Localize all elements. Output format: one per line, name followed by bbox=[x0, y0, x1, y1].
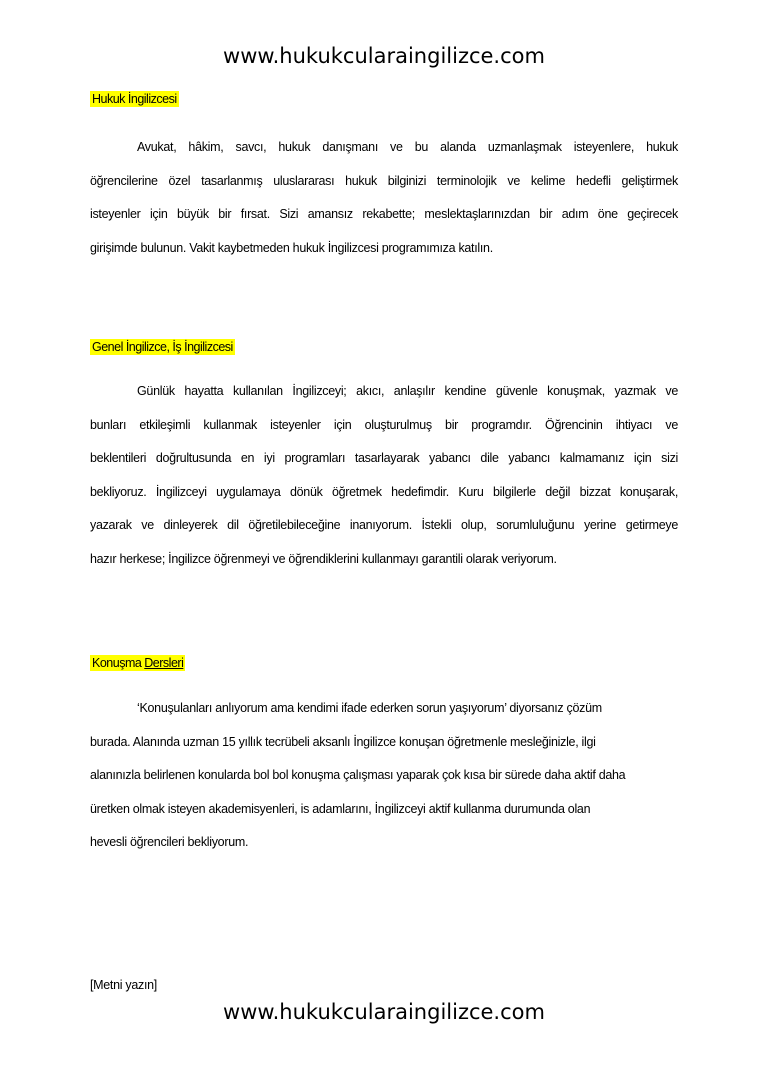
section-title-hukuk-ingilizcesi: Hukuk İngilizcesi bbox=[92, 92, 177, 106]
section-title-konusma-dersleri bbox=[90, 655, 185, 671]
footer-url[interactable]: www.hukukcularaingilizce.com bbox=[223, 1000, 545, 1024]
paragraph-line: alanınızla belirlenen konularda bol bol konuşma çalışması yaparak çok kısa bir sürede daha aktif daha bbox=[90, 768, 626, 783]
paragraph-line: ‘Konuşulanları anlıyorum ama kendimi ifade ederken sorun yaşıyorum’ diyorsanız çözüm bbox=[137, 701, 602, 715]
paragraph-line: hevesli öğrencileri bekliyorum. bbox=[90, 835, 249, 850]
paragraph-line: öğrencilerine özel tasarlanmış uluslararası hukuk bilginizi terminolojik ve kelime hedefli geliştirmek bbox=[90, 173, 678, 188]
section-title-part: Konuşma bbox=[92, 656, 145, 670]
paragraph-line: bunları etkileşimli kullanmak isteyenler için oluşturulmuş bir programdır. Öğrencinin ihtiyacı ve bbox=[90, 417, 678, 432]
paragraph-line: girişimde bulunun. Vakit kaybetmeden hukuk İngilizcesi programımıza katılın. bbox=[90, 240, 493, 255]
paragraph-line: beklentileri doğrultusunda en iyi programları tasarlayarak yabancı dile yabancı kalmamanız için sizi bbox=[90, 451, 678, 466]
paragraph-line: isteyenler için büyük bir fırsat. Sizi amansız rekabette; meslektaşlarınızdan bir adım öne geçirecek bbox=[90, 207, 678, 222]
paragraph-line: yazarak ve dinleyerek dil öğretilebileceğine inanıyorum. İstekli olup, sorumluluğunu yerine getirmeye bbox=[90, 518, 678, 533]
paragraph-hukuk-ingilizcesi bbox=[90, 131, 678, 265]
paragraph-genel-ingilizce bbox=[90, 375, 678, 577]
paragraph-line: burada. Alanında uzman 15 yıllık tecrübeli aksanlı İngilizce konuşan öğretmenle mesleğinizle, ilgi bbox=[90, 734, 596, 749]
footer-placeholder-text: [Metni yazın] bbox=[90, 978, 157, 992]
paragraph-line: Günlük hayatta kullanılan İngilizceyi; akıcı, anlaşılır kendine güvenle konuşmak, yazmak ve bbox=[137, 384, 678, 398]
section-title-underlined-part: Dersleri bbox=[144, 656, 184, 670]
section-title-genel-ingilizce: Genel İngilizce, İş İngilizcesi bbox=[92, 340, 233, 354]
paragraph-line: Avukat, hâkim, savcı, hukuk danışmanı ve bu alanda uzmanlaşmak isteyenlere, hukuk bbox=[137, 140, 678, 154]
paragraph-line: hazır herkese; İngilizce öğrenmeyi ve öğrendiklerini kullanmayı garantili olarak veriyorum. bbox=[90, 551, 557, 566]
header-url[interactable]: www.hukukcularaingilizce.com bbox=[223, 44, 545, 68]
paragraph-line: bekliyoruz. İngilizceyi uygulamaya dönük öğretmek hedefimdir. Kuru bilgilerle değil bizzat konuşarak, bbox=[90, 484, 678, 499]
paragraph-line: üretken olmak isteyen akademisyenleri, is adamlarını, İngilizceyi aktif kullanma durumunda olan bbox=[90, 801, 591, 816]
paragraph-konusma-dersleri bbox=[90, 692, 678, 860]
